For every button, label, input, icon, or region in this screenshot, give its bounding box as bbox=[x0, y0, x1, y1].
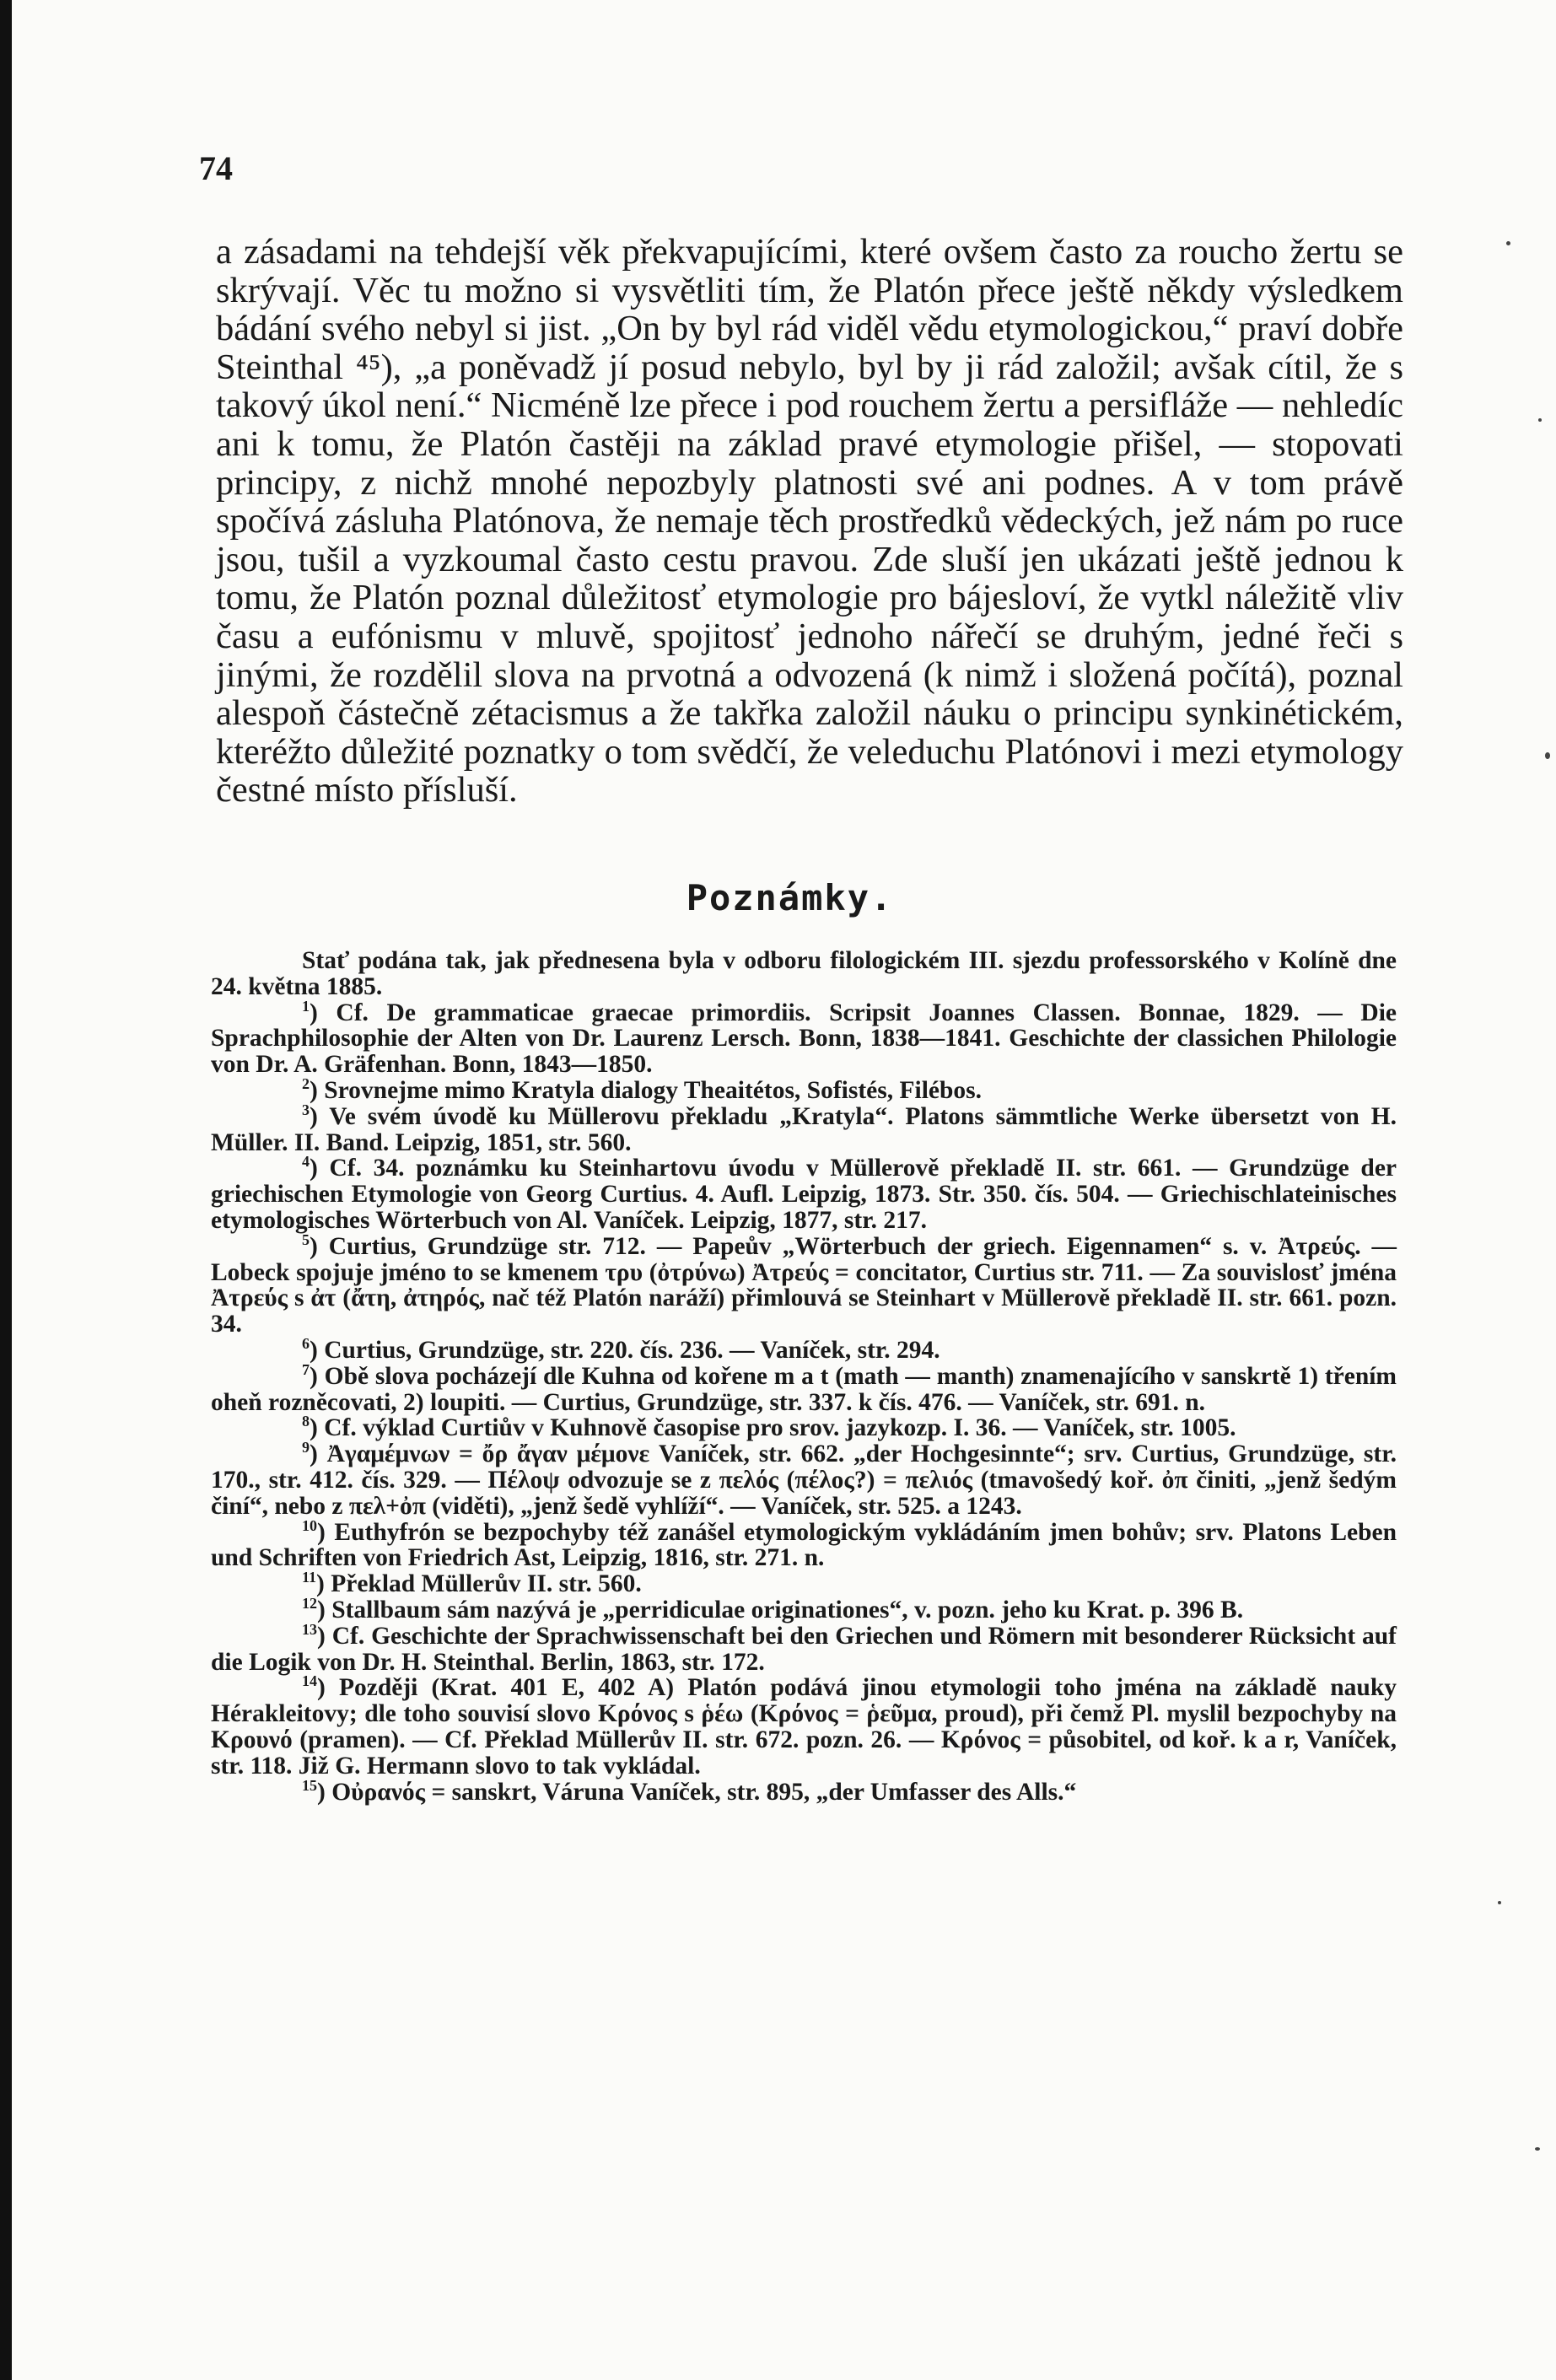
footnote bbox=[211, 1101, 1397, 1156]
footnote-paren: ) bbox=[317, 1518, 335, 1546]
footnote-number: 1 bbox=[302, 997, 310, 1015]
footnote-number: 10 bbox=[302, 1516, 317, 1534]
scan-speck bbox=[1506, 241, 1510, 245]
footnote-text: Cf. Geschichte der Sprachwissenschaft bei den Griechen und Römern mit besonderer Rücksicht auf die Logik von Dr. H. Steinthal. Berlin, 1863, str. 172. bbox=[211, 1622, 1397, 1676]
footnote-text: Cf. De grammaticae graecae primordiis. Scripsit Joannes Classen. Bonnae, 1829. — Die Sprachphilosophie der Alten von Dr. Laurenz Lersch. Bonn, 1838—1841. Geschichte der classichen Philologie von Dr. A. Gräfenhan. Bonn, 1843—1850. bbox=[211, 999, 1397, 1079]
footnote-number: 2 bbox=[302, 1075, 310, 1093]
footnote bbox=[211, 997, 1397, 1079]
footnote-paren: ) bbox=[310, 1232, 329, 1260]
footnote-number: 9 bbox=[302, 1439, 310, 1457]
footnote-paren: ) bbox=[310, 1440, 327, 1468]
footnote-number: 11 bbox=[302, 1569, 317, 1586]
footnote-number: 6 bbox=[302, 1335, 310, 1353]
notes-heading: Poznámky. bbox=[686, 877, 894, 918]
footnote-number: 4 bbox=[302, 1153, 310, 1171]
footnote-text: Později (Krat. 401 E, 402 A) Platón podává jinou etymologii toho jména na základě nauky Hérakleitovy; dle toho souvisí slovo Κρόνος s ῥέω (Κρόνος = ῥεῦμα, proud), při čemž Pl. myslil bezpochyby na Κρουνό (pramen). — Cf. Překlad Müllerův II. str. 672. pozn. 26. — Κρόνος = působitel, od koř. k a r, Vaníček, str. 118. Již G. Hermann slovo to tak vykládal. bbox=[211, 1674, 1397, 1780]
footnote-number: 14 bbox=[302, 1672, 317, 1690]
footnote-text: Curtius, Grundzüge str. 712. — Papeův „Wörterbuch der griech. Eigennamen“ s. v. Ἀτρεύς. — Lobeck spojuje jméno to se kmenem τρυ (ὀτρύνω) Ἀτρεύς = concitator, Curtius str. 711. — Za souvislosť jména Ἀτρεύς s ἀτ (ἄτη, ἀτηρός, nač též Platón naráží) přimlouvá se Steinhart v Müllerově překladě II. str. 661. pozn. 34. bbox=[211, 1232, 1397, 1338]
footnote bbox=[211, 1335, 1397, 1364]
footnote-paren: ) bbox=[317, 1778, 332, 1806]
footnote-paren: ) bbox=[317, 1596, 332, 1623]
scan-speck bbox=[1535, 2147, 1540, 2151]
footnote bbox=[211, 1155, 1397, 1233]
footnote-text: Stať podána tak, jak přednesena byla v odboru filologickém III. sjezdu professorského v Kolíně dne 24. května 1885. bbox=[211, 947, 1397, 1000]
footnote-number: 13 bbox=[302, 1620, 317, 1638]
footnote-number: 5 bbox=[302, 1230, 310, 1248]
footnotes bbox=[211, 948, 1397, 1805]
footnote bbox=[211, 1571, 1397, 1597]
footnote-paren: ) bbox=[310, 999, 337, 1026]
footnote-text: Euthyfrón se bezpochyby též zanášel etymologickým vykládáním jmen bohův; srv. Platons Leben und Schriften von Friedrich Ast, Leipzig, 1816, str. 271. n. bbox=[211, 1518, 1397, 1572]
footnote-paren: ) bbox=[310, 1076, 325, 1104]
footnote bbox=[211, 948, 1397, 1000]
footnote bbox=[211, 1075, 1397, 1104]
footnote bbox=[211, 1597, 1397, 1623]
footnote bbox=[211, 1672, 1397, 1780]
main-paragraph: a zásadami na tehdejší věk překvapujícími, které ovšem často za roucho žertu se skrývají. Věc tu možno si vysvětliti tím, že Platón přece ještě někdy výsledkem bádání svého nebyl si jist. „On by byl rád viděl vědu etymologickou,“ praví dobře Steinthal ⁴⁵), „a poněvadž jí posud nebylo, byl by ji rád založil; avšak cítil, že s takový úkol není.“ Nicméně lze přece i pod rouchem žertu a persifláže — nehledíc ani k tomu, že Platón častěji na základ pravé etymologie přišel, — stopovati principy, z nichž mnohé nepozbyly platnosti své ani podnes. A v tom právě spočívá zásluha Platónova, že nemaje těch prostředků vědeckých, jež nám po ruce jsou, tušil a vyzkoumal často cestu pravou. Zde sluší jen ukázati ještě jednou k tomu, že Platón poznal důležitosť etymologie pro bájesloví, že vytkl náležitě vliv času a eufónismu v mluvě, spojitosť jednoho nářečí se druhým, jedné řeči s jinými, že rozdělil slova na prvotná a odvozená (k nimž i složená počítá), poznal alespoň částečně zétacismus a že takřka založil náuku o principu synkinétickém, kteréžto důležité poznatky o tom svědčí, že veleduchu Platónovi i mezi etymology čestné místo přísluší. bbox=[216, 232, 1403, 810]
scan-speck bbox=[1538, 418, 1542, 422]
footnote-paren: ) bbox=[310, 1336, 325, 1364]
footnote-text: Obě slova pocházejí dle Kuhna od kořene m a t (math — manth) znamenajícího v sanskrtě 1) třením oheň rozněcovati, 2) loupiti. — Curtius, Grundzüge, str. 337. k čís. 476. — Vaníček, str. 691. n. bbox=[211, 1362, 1397, 1416]
footnote-text: Ἀγαμέμνων = ὄρ ἄγαν μέμονε Vaníček, str. 662. „der Hochgesinnte“; srv. Curtius, Grundzüge, str. 170., str. 412. čís. 329. — Πέλοψ odvozuje se z πελός (πέλος?) = πελιός (tmavošedý koř. ὀπ činiti, „jenž šedým činí“, nebo z πελ+ὀπ (viděti), „jenž šedě vyhlíží“. — Vaníček, str. 525. a 1243. bbox=[211, 1440, 1397, 1520]
footnote bbox=[211, 1441, 1397, 1519]
footnote bbox=[211, 1776, 1397, 1806]
footnote-text: Curtius, Grundzüge, str. 220. čís. 236. — Vaníček, str. 294. bbox=[324, 1336, 940, 1364]
footnote-text: Cf. 34. poznámku ku Steinhartovu úvodu v Müllerově překladě II. str. 661. — Grundzüge der griechischen Etymologie von Georg Curtius. 4. Aufl. Leipzig, 1873. Str. 350. čís. 504. — Griechischlateinisches etymologisches Wörterbuch von Al. Vaníček. Leipzig, 1877, str. 217. bbox=[211, 1155, 1397, 1234]
page-number: 74 bbox=[199, 149, 233, 187]
footnote-number: 12 bbox=[302, 1595, 317, 1613]
footnote-number: 8 bbox=[302, 1413, 310, 1430]
footnote-number: 7 bbox=[302, 1360, 310, 1378]
footnote-paren: ) bbox=[310, 1414, 325, 1442]
scan-speck bbox=[1545, 752, 1550, 759]
main-paragraph-block bbox=[216, 233, 1403, 810]
footnote bbox=[211, 1230, 1397, 1338]
footnote-text: Překlad Müllerův II. str. 560. bbox=[331, 1570, 642, 1598]
footnote-paren: ) bbox=[310, 1362, 325, 1390]
footnote-text: Οὐρανός = sanskrt, Váruna Vaníček, str. 895, „der Umfasser des Alls.“ bbox=[331, 1778, 1077, 1806]
footnote-paren: ) bbox=[316, 1570, 331, 1598]
footnote-number: 3 bbox=[302, 1101, 310, 1118]
footnote-paren: ) bbox=[317, 1622, 332, 1650]
footnote-paren: ) bbox=[310, 1102, 330, 1130]
footnote bbox=[211, 1516, 1397, 1572]
footnote-text: Cf. výklad Curtiův v Kuhnově časopise pro srov. jazykozp. I. 36. — Vaníček, str. 1005. bbox=[324, 1414, 1236, 1442]
footnote bbox=[211, 1360, 1397, 1416]
footnote-paren: ) bbox=[317, 1674, 339, 1702]
footnote bbox=[211, 1620, 1397, 1676]
footnote-number: 15 bbox=[302, 1776, 317, 1794]
footnote-text: Stallbaum sám nazývá je „perridiculae originationes“, v. pozn. jeho ku Krat. p. 396 B. bbox=[331, 1596, 1244, 1623]
footnote-text: Ve svém úvodě ku Müllerovu překladu „Kratyla“. Platons sämmtliche Werke übersetzt von H. Müller. II. Band. Leipzig, 1851, str. 560. bbox=[211, 1102, 1397, 1156]
footnote bbox=[211, 1415, 1397, 1441]
footnote-paren: ) bbox=[310, 1155, 330, 1182]
scan-speck bbox=[1498, 1901, 1501, 1904]
footnote-text: Srovnejme mimo Kratyla dialogy Theaitétos, Sofistés, Filébos. bbox=[324, 1076, 982, 1104]
